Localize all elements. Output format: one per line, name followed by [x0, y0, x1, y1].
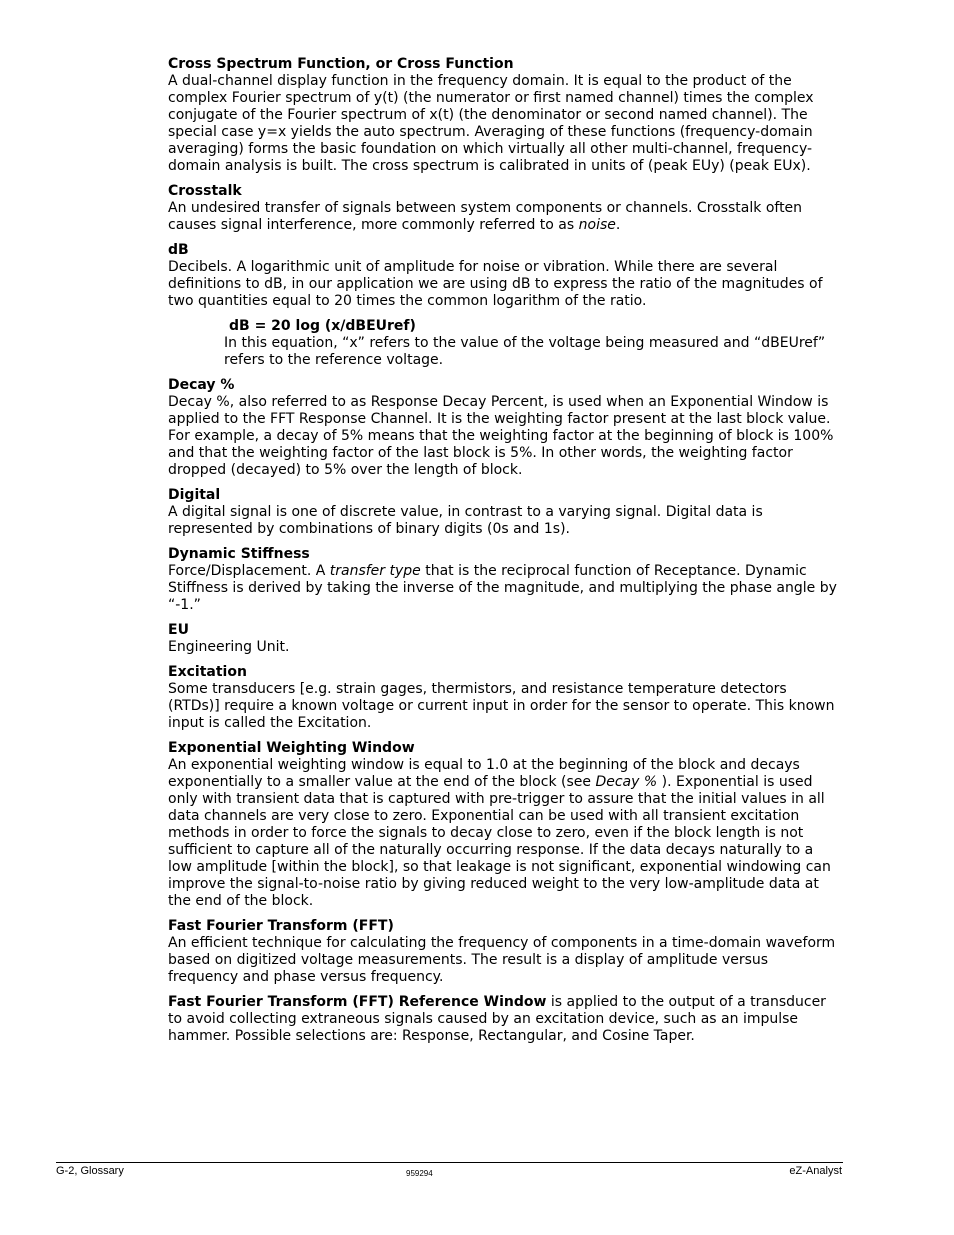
entry-definition — [168, 563, 840, 614]
definition-text: An exponential weighting window is equal to 1.0 at the beginning of the block and decays exponentially to a smaller value at the end of the block (see — [168, 757, 800, 790]
footer-divider — [56, 1162, 843, 1163]
entry-excitation — [168, 664, 840, 732]
glossary-content — [168, 56, 840, 1053]
entry-cross-spectrum — [168, 56, 840, 175]
entry-fft-reference-window — [168, 994, 840, 1045]
entry-term: EU — [168, 622, 189, 638]
entry-term: dB — [168, 242, 189, 258]
entry-db — [168, 242, 840, 310]
entry-term: Fast Fourier Transform (FFT) Reference Window — [168, 994, 547, 1010]
footer-page-label: G-2, Glossary — [56, 1165, 124, 1177]
footer-document-number: 959294 — [406, 1169, 433, 1178]
entry-term: Excitation — [168, 664, 247, 680]
definition-emphasis: Decay % — [595, 774, 662, 790]
footer-product-name: eZ-Analyst — [789, 1165, 842, 1177]
definition-text: Force/Displacement. A — [168, 563, 330, 579]
entry-fft — [168, 918, 840, 986]
entry-definition — [168, 994, 840, 1045]
entry-definition: A digital signal is one of discrete value, in contrast to a varying signal. Digital data is represented by combinations of binary digits (0s and 1s). — [168, 504, 763, 537]
definition-emphasis: transfer type — [329, 563, 421, 579]
equation: dB = 20 log (x/dBEUref) — [229, 318, 416, 334]
entry-definition: Decibels. A logarithmic unit of amplitude for noise or vibration. While there are several definitions to dB, in our application we are using dB to express the ratio of the magnitudes of two quantities equal to 20 times the common logarithm of the ratio. — [168, 259, 823, 309]
definition-text: that is the reciprocal function of Receptance. Dynamic Stiffness is derived by taking the inverse of the magnitude, and multiplying the phase angle by “-1.” — [168, 563, 837, 613]
entry-definition — [168, 757, 840, 910]
definition-emphasis: noise — [578, 217, 616, 233]
entry-definition: Decay %, also referred to as Response Decay Percent, is used when an Exponential Window is applied to the FFT Response Channel. It is the weighting factor present at the last block value. For example, a decay of 5% means that the weighting factor at the beginning of block is 100% and that the weighting factor of the last block is 5%. In other words, the weighting factor dropped (decayed) to 5% over the length of block. — [168, 394, 834, 478]
entry-definition: A dual-channel display function in the frequency domain. It is equal to the product of the complex Fourier spectrum of y(t) (the numerator or first named channel) times the complex conjugate of the Fourier spectrum of x(t) (the denominator or second named channel). The special case y=x yields the auto spectrum. Averaging of these functions (frequency-domain averaging) forms the basic foundation on which virtually all other multi-channel, frequency-domain analysis is built. The cross spectrum is calibrated in units of (peak EUy) (peak EUx). — [168, 73, 814, 174]
definition-text: is applied to the output of a transducer to avoid collecting extraneous signals caused by an excitation device, such as an impulse hammer. Possible selections are: Response, Rectangular, and Cosine Taper. — [168, 994, 826, 1044]
equation-explanation: In this equation, “x” refers to the value of the voltage being measured and “dBEUref” refers to the reference voltage. — [224, 335, 826, 368]
entry-term: Dynamic Stiffness — [168, 546, 310, 562]
entry-crosstalk — [168, 183, 840, 234]
entry-term: Cross Spectrum Function, or Cross Function — [168, 56, 514, 72]
definition-text: . — [615, 217, 621, 233]
entry-term: Fast Fourier Transform (FFT) — [168, 918, 394, 934]
entry-term: Digital — [168, 487, 221, 503]
entry-definition: Some transducers [e.g. strain gages, thermistors, and resistance temperature detectors (RTDs)] require a known voltage or current input in order for the sensor to operate. This known input is called the Excitation. — [168, 681, 835, 731]
entry-db-equation — [168, 318, 840, 369]
entry-eu — [168, 622, 840, 656]
entry-term: Exponential Weighting Window — [168, 740, 415, 756]
entry-decay-percent — [168, 377, 840, 479]
entry-definition: An efficient technique for calculating the frequency of components in a time-domain waveform based on digitized voltage measurements. The result is a display of amplitude versus frequency and phase versus frequency. — [168, 935, 836, 985]
entry-term: Crosstalk — [168, 183, 242, 199]
entry-definition — [168, 200, 840, 234]
definition-text: An undesired transfer of signals between system components or channels. Crosstalk often causes signal interference, more commonly referred to as — [168, 200, 803, 233]
entry-definition: Engineering Unit. — [168, 639, 290, 655]
entry-exponential-window — [168, 740, 840, 910]
entry-digital — [168, 487, 840, 538]
entry-dynamic-stiffness — [168, 546, 840, 614]
entry-term: Decay % — [168, 377, 235, 393]
definition-text: ). Exponential is used only with transient data that is captured with pre-trigger to assure that the initial values in all data channels are very close to zero. Exponential can be used with all transient excitation methods in order to force the signals to decay close to zero, even if the block length is not sufficient to capture all of the naturally occurring response. If the data decays naturally to a low amplitude [within the block], so that leakage is not significant, exponential windowing can improve the signal-to-noise ratio by giving reduced weight to the very low-amplitude data at the end of the block. — [168, 774, 831, 909]
